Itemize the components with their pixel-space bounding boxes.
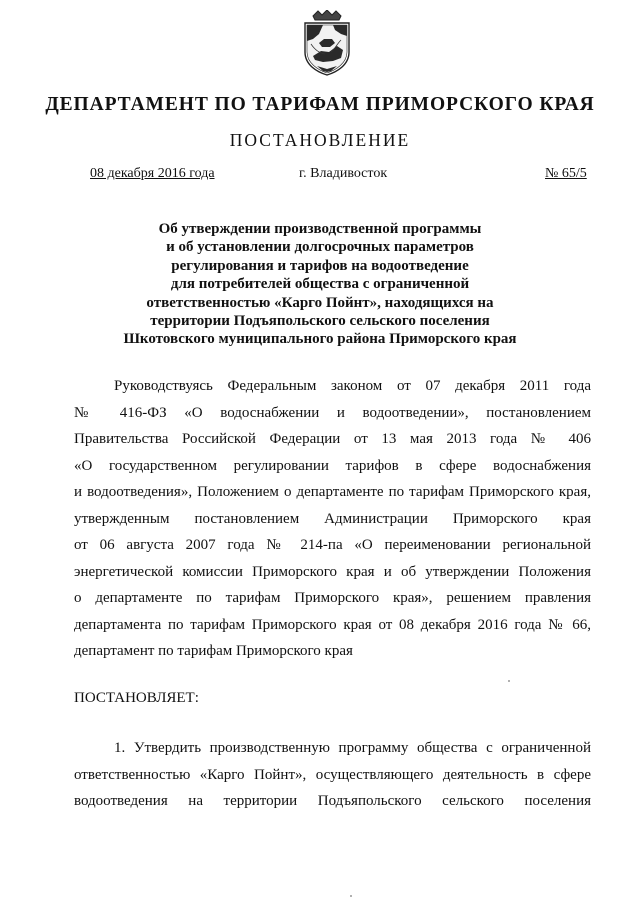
clause-line: ответственностью «Карго Пойнт», осуществляющего деятельность в сфере bbox=[74, 766, 591, 783]
scan-speck bbox=[508, 680, 510, 682]
title-line: для потребителей общества с ограниченной bbox=[170, 276, 470, 293]
clause-line: 1. Утвердить производственную программу общества с ограниченной bbox=[114, 740, 591, 756]
document-date: 08 декабря 2016 года bbox=[90, 166, 215, 181]
title-line: Шкотовского муниципального района Приморского края bbox=[123, 331, 517, 348]
preamble-paragraph bbox=[74, 376, 591, 668]
preamble-line: Правительства Российской Федерации от 13 мая 2013 года № 406 bbox=[74, 431, 591, 447]
title-line: Об утверждении производственной программы bbox=[158, 221, 482, 237]
preamble-line: № 416-ФЗ «О водоснабжении и водоотведении», постановлением bbox=[74, 404, 591, 421]
document-type: ПОСТАНОВЛЕНИЕ bbox=[229, 130, 411, 150]
document-city: г. Владивосток bbox=[299, 166, 388, 181]
clause-1-paragraph bbox=[74, 738, 591, 818]
department-name: ДЕПАРТАМЕНТ ПО ТАРИФАМ ПРИМОРСКОГО КРАЯ bbox=[45, 94, 595, 115]
preamble-line: департамента по тарифам Приморского края от 08 декабря 2016 года № 66, bbox=[74, 616, 591, 633]
clause-line: водоотведения на территории Подъяпольского сельского поселения bbox=[74, 793, 591, 809]
preamble-line: энергетической комиссии Приморского края и об утверждении Положения bbox=[74, 563, 591, 580]
primorsky-krai-coat-of-arms-icon bbox=[299, 10, 355, 76]
title-line: территории Подъяпольского сельского поселения bbox=[150, 313, 490, 330]
title-line: и об установлении долгосрочных параметров bbox=[166, 239, 474, 256]
preamble-line: от 06 августа 2007 года № 214-па «О переименовании региональной bbox=[74, 537, 591, 553]
preamble-line: и водоотведения», Положением о департаменте по тарифам Приморского края, bbox=[74, 484, 591, 500]
resolves-heading: ПОСТАНОВЛЯЕТ: bbox=[74, 690, 199, 706]
preamble-line: утвержденным постановлением Администрации Приморского края bbox=[74, 510, 591, 527]
preamble-line: департамент по тарифам Приморского края bbox=[74, 643, 353, 659]
scan-speck bbox=[350, 895, 352, 897]
document-title bbox=[0, 220, 640, 349]
title-line: регулирования и тарифов на водоотведение bbox=[171, 257, 469, 274]
title-line: ответственностью «Карго Пойнт», находящихся на bbox=[146, 294, 494, 311]
document-number: № 65/5 bbox=[545, 166, 587, 181]
preamble-line: Руководствуясь Федеральным законом от 07 декабря 2011 года bbox=[114, 378, 591, 394]
preamble-line: о департаменте по тарифам Приморского края», решением правления bbox=[74, 590, 591, 606]
preamble-line: «О государственном регулировании тарифов в сфере водоснабжения bbox=[74, 457, 591, 474]
